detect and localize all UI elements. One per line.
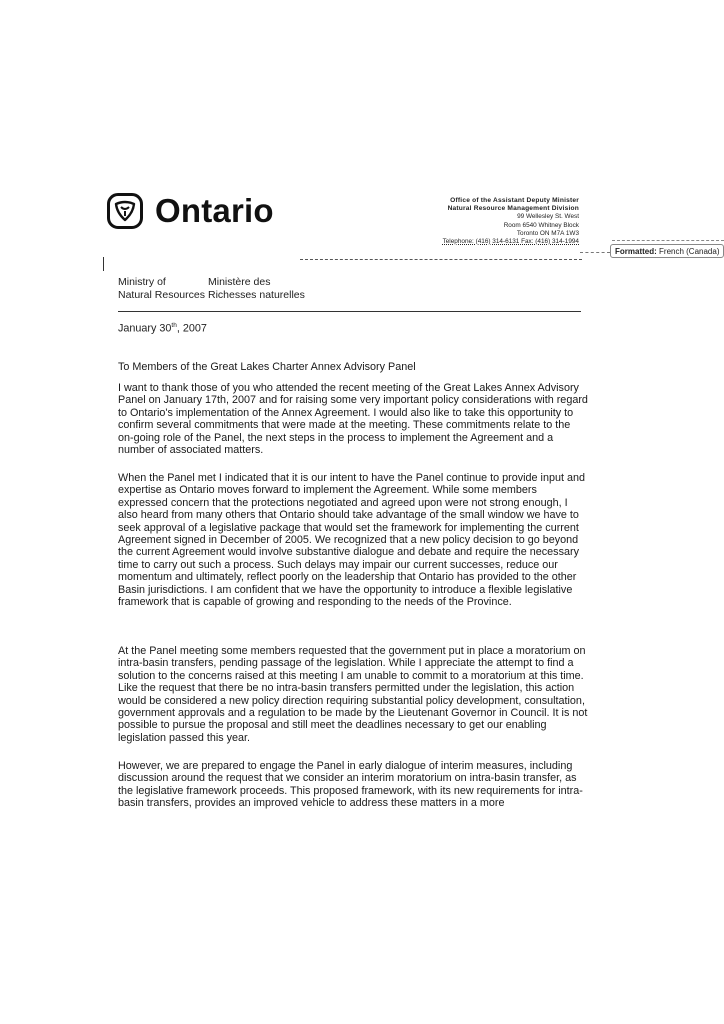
comment-value: French (Canada) xyxy=(659,247,720,256)
ministry-name-english xyxy=(118,276,205,301)
office-address-block xyxy=(443,197,579,246)
comment-margin-line xyxy=(612,240,724,241)
division-name: Natural Resource Management Division xyxy=(447,205,579,213)
date-suffix: th xyxy=(171,322,177,329)
ontario-logo xyxy=(107,193,274,229)
paragraph-1: I want to thank those of you who attended the recent meeting of the Great Lakes Annex Advisory Panel on January 17th, 2007 and for raising some very important policy considerations with regard to Ontario's implementation of the Annex Agreement. I would also like to take this opportunity to confirm several commitments that were made at the meeting. These commitments relate to the on-going role of the Panel, the next steps in the process to implement the Agreement and a number of associated matters. xyxy=(118,382,588,457)
office-title: Office of the Assistant Deputy Minister xyxy=(450,197,579,204)
header-divider-dashed xyxy=(300,259,582,260)
street-address: 99 Wellesley St. West xyxy=(517,213,579,221)
date-year: , 2007 xyxy=(176,322,207,335)
trillium-icon xyxy=(107,193,143,229)
ministry-en-line2: Natural Resources xyxy=(118,288,205,301)
paragraph-3: At the Panel meeting some members requested that the government put in place a moratorium on intra-basin transfers, pending passage of the legislation. While I appreciate the attempt to find a solution to the concerns raised at this meeting I am unable to commit to a moratorium at this time. Like the request that there be no intra-basin transfers permitted under the legislation, this action would be considered a new policy direction requiring substantial policy development, consultation, government approvals and a regulation to be made by the Lieutenant Governor in Council. It is not possible to pursue the proposal and still meet the deadlines necessary to get our enabling legislation passed this year. xyxy=(118,645,588,744)
ministry-name-french xyxy=(208,276,305,301)
phone-fax: Telephone: (416) 314-6131 Fax: (416) 314-1994 xyxy=(442,238,579,246)
comment-leader-line xyxy=(580,252,610,253)
formatting-comment-balloon[interactable] xyxy=(610,244,724,258)
comment-label: Formatted: xyxy=(615,247,657,256)
ministry-fr-line1: Ministère des xyxy=(208,276,271,288)
ministry-en-line1: Ministry of xyxy=(118,276,166,288)
city-postal: Toronto ON M7A 1W3 xyxy=(516,229,579,237)
date-day: January 30 xyxy=(118,322,172,335)
letterhead-divider xyxy=(118,311,581,312)
ministry-fr-line2: Richesses naturelles xyxy=(208,288,305,301)
paragraph-2: When the Panel met I indicated that it is our intent to have the Panel continue to provide input and expertise as Ontario moves forward to implement the Agreement. While some members expressed concern that the protections negotiated and agreed upon were not strong enough, I also heard from many others that Ontario should take advantage of the small window we have to seek approval of a legislative package that would set the framework for implementing the current Agreement signed in December of 2005. We recognized that a new policy decision to go beyond the current Agreement would involve substantive dialogue and debate and require the necessary time to carry out such a process. Such delays may impair our current successes, reduce our momentum and ultimately, reflect poorly on the leadership that Ontario has provided to the other Basin jurisdictions. I am confident that we have the opportunity to introduce a flexible legislative framework that is capable of growing and responding to the needs of the Province. xyxy=(118,472,585,609)
paragraph-4: However, we are prepared to engage the Panel in early dialogue of interim measures, including discussion around the request that we consider an interim moratorium on intra-basin transfer, as the legislative framework proceeds. This proposed framework, with its new requirements for intra-basin transfers, provides an improved vehicle to address these matters in a more xyxy=(118,760,583,810)
logo-wordmark: Ontario xyxy=(155,192,274,229)
salutation: To Members of the Great Lakes Charter Annex Advisory Panel xyxy=(118,361,416,373)
letter-date xyxy=(118,322,207,335)
change-bar xyxy=(103,257,104,271)
room-address: Room 6540 Whitney Block xyxy=(503,221,579,229)
